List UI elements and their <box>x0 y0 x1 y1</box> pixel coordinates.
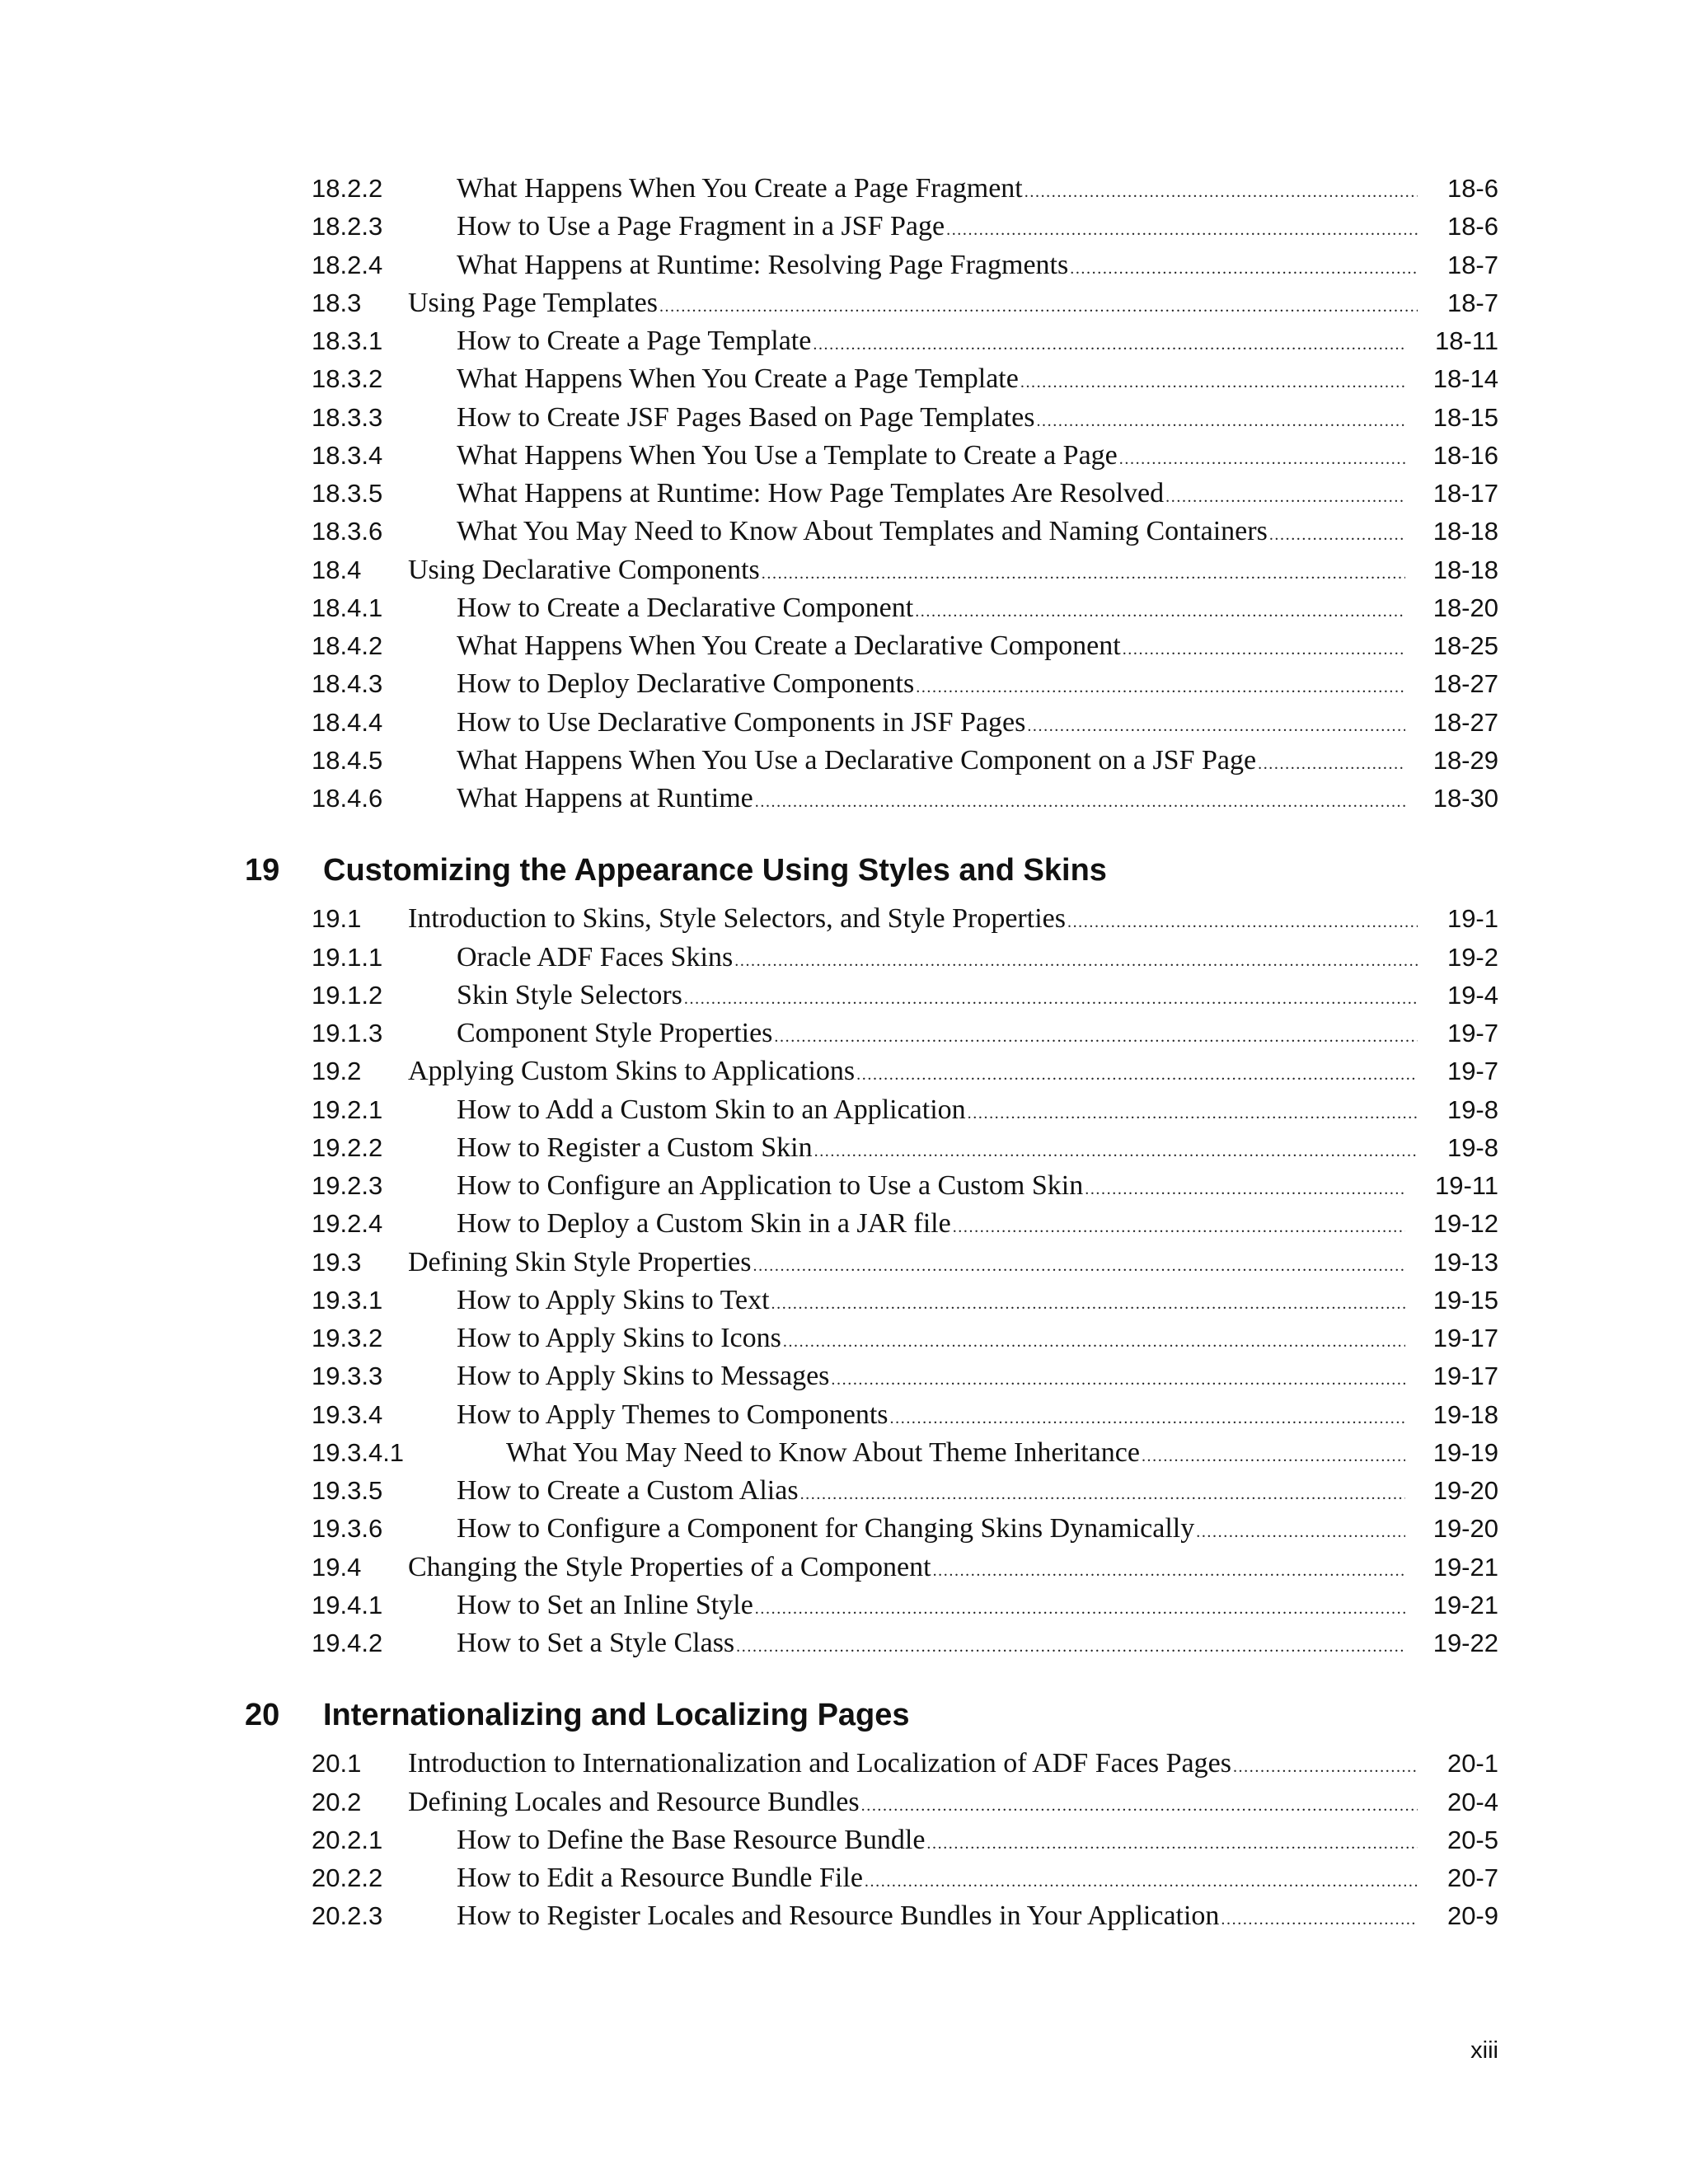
dot-leader <box>926 1825 1418 1859</box>
dot-leader <box>946 211 1418 246</box>
entry-page: 19-15 <box>1432 1286 1498 1315</box>
entry-number: 19.4.1 <box>312 1591 383 1619</box>
entry-title-leader <box>457 1319 1405 1357</box>
entry-number: 18.3.3 <box>312 403 383 432</box>
entry-title: How to Use Declarative Components in JSF Pages <box>457 707 1026 738</box>
chapter-title: Internationalizing and Localizing Pages <box>323 1698 910 1732</box>
toc-entry <box>0 1549 1688 1586</box>
entry-title: What You May Need to Know About Theme Inheritance <box>506 1437 1140 1468</box>
toc-entry <box>0 284 1688 322</box>
entry-title-leader <box>457 360 1405 398</box>
toc-entry <box>0 780 1688 818</box>
entry-title-leader <box>457 977 1418 1015</box>
entry-number: 19.3.3 <box>312 1361 383 1390</box>
toc-entry <box>0 322 1688 360</box>
toc-entry <box>0 399 1688 437</box>
entry-number: 18.2.3 <box>312 212 383 241</box>
entry-title: How to Define the Base Resource Bundle <box>457 1825 926 1855</box>
entry-number: 19.2 <box>312 1057 362 1085</box>
dot-leader <box>865 1863 1418 1897</box>
dot-leader <box>861 1787 1418 1821</box>
entry-number: 19.2.1 <box>312 1095 383 1124</box>
entry-title: How to Create a Declarative Component <box>457 593 914 623</box>
entry-page: 18-27 <box>1432 708 1498 737</box>
entry-title: How to Apply Skins to Text <box>457 1285 770 1315</box>
entry-page: 19-2 <box>1447 943 1498 972</box>
entry-title-leader <box>457 437 1405 475</box>
entry-number: 19.4.2 <box>312 1629 383 1657</box>
entry-number: 20.2.1 <box>312 1825 383 1854</box>
entry-title: Applying Custom Skins to Applications <box>408 1056 856 1086</box>
entry-title: Oracle ADF Faces Skins <box>457 942 734 972</box>
entry-number: 18.4.3 <box>312 669 383 698</box>
dot-leader <box>1123 630 1405 665</box>
entry-page: 18-18 <box>1432 555 1498 584</box>
entry-number: 19.2.2 <box>312 1133 383 1162</box>
entry-page: 18-7 <box>1447 251 1498 279</box>
entry-number: 18.3.4 <box>312 441 383 470</box>
entry-title-leader <box>457 742 1405 780</box>
entry-number: 18.4 <box>312 555 362 584</box>
dot-leader <box>1085 1170 1405 1205</box>
entry-number: 18.4.4 <box>312 708 383 737</box>
entry-title: How to Add a Custom Skin to an Application <box>457 1094 966 1125</box>
entry-number: 19.3.6 <box>312 1514 383 1543</box>
entry-title-leader <box>457 1859 1418 1897</box>
entry-title-leader <box>408 551 1405 589</box>
entry-title: How to Edit a Resource Bundle File <box>457 1863 863 1893</box>
entry-page: 18-6 <box>1447 212 1498 241</box>
entry-title-leader <box>457 1282 1405 1319</box>
dot-leader <box>933 1552 1405 1586</box>
dot-leader <box>813 326 1405 360</box>
entry-title-leader <box>457 665 1405 703</box>
entry-number: 18.4.5 <box>312 746 383 775</box>
dot-leader <box>762 555 1405 589</box>
entry-title-leader <box>457 1396 1405 1434</box>
entry-title: Defining Locales and Resource Bundles <box>408 1787 860 1817</box>
entry-title: How to Deploy a Custom Skin in a JAR file <box>457 1208 951 1239</box>
entry-number: 19.3 <box>312 1248 362 1277</box>
entry-title: Using Declarative Components <box>408 555 760 585</box>
entry-title-leader <box>457 246 1418 284</box>
entry-title: Using Page Templates <box>408 288 658 318</box>
entry-title-leader <box>457 475 1405 513</box>
dot-leader <box>755 783 1405 818</box>
entry-page: 19-7 <box>1447 1019 1498 1047</box>
entry-title-leader <box>457 399 1405 437</box>
entry-title-leader <box>408 1052 1418 1090</box>
entry-title: What Happens at Runtime <box>457 783 753 813</box>
chapter-title: Customizing the Appearance Using Styles and Skins <box>323 853 1107 888</box>
entry-title-leader <box>457 939 1418 977</box>
entry-page: 20-4 <box>1447 1788 1498 1816</box>
entry-number: 18.3.5 <box>312 479 383 508</box>
entry-number: 20.2 <box>312 1788 362 1816</box>
entry-page: 19-8 <box>1447 1095 1498 1124</box>
entry-title: Skin Style Selectors <box>457 980 682 1010</box>
entry-title-leader <box>457 627 1405 665</box>
entry-number: 19.3.2 <box>312 1324 383 1352</box>
dot-leader <box>1067 903 1418 938</box>
toc-entry <box>0 1472 1688 1510</box>
entry-number: 20.2.3 <box>312 1901 383 1930</box>
dot-leader <box>774 1018 1418 1052</box>
entry-number: 19.1 <box>312 904 362 933</box>
entry-title: What Happens at Runtime: Resolving Page Fragments <box>457 250 1069 280</box>
dot-leader <box>1221 1900 1418 1935</box>
dot-leader <box>831 1361 1405 1395</box>
toc-entry <box>0 1396 1688 1434</box>
dot-leader <box>1269 516 1405 551</box>
toc-entry <box>0 1319 1688 1357</box>
dot-leader <box>953 1208 1405 1243</box>
toc-entry <box>0 360 1688 398</box>
toc-entry <box>0 1586 1688 1624</box>
entry-title-leader <box>457 1472 1405 1510</box>
toc-entry <box>0 1015 1688 1052</box>
entry-number: 19.2.3 <box>312 1171 383 1200</box>
entry-page: 19-1 <box>1447 904 1498 933</box>
toc-entry <box>0 1357 1688 1395</box>
entry-page: 18-14 <box>1432 364 1498 393</box>
entry-title: How to Configure an Application to Use a Custom Skin <box>457 1170 1084 1201</box>
dot-leader <box>1165 478 1405 513</box>
dot-leader <box>915 593 1405 627</box>
dot-leader <box>916 668 1405 703</box>
toc-entry <box>0 627 1688 665</box>
toc-entry <box>0 1624 1688 1662</box>
entry-title: How to Register Locales and Resource Bundles in Your Application <box>457 1900 1220 1931</box>
entry-title: What Happens When You Use a Declarative Component on a JSF Page <box>457 745 1257 776</box>
entry-title-leader <box>457 1897 1418 1935</box>
toc-entry <box>0 170 1688 208</box>
dot-leader <box>783 1323 1405 1357</box>
toc-entry <box>0 475 1688 513</box>
dot-leader <box>1142 1437 1405 1472</box>
entry-page: 19-13 <box>1432 1248 1498 1277</box>
entry-page: 20-1 <box>1447 1749 1498 1778</box>
toc-entry <box>0 1052 1688 1090</box>
entry-number: 18.3.1 <box>312 326 383 355</box>
entry-number: 19.2.4 <box>312 1209 383 1238</box>
entry-page: 18-29 <box>1432 746 1498 775</box>
toc-entry <box>0 1205 1688 1243</box>
entry-page: 18-18 <box>1432 517 1498 546</box>
toc-entry <box>0 437 1688 475</box>
toc-entry <box>0 1167 1688 1205</box>
dot-leader <box>1020 363 1405 398</box>
entry-page: 18-17 <box>1432 479 1498 508</box>
dot-leader <box>800 1475 1405 1510</box>
chapter-heading <box>0 1692 1688 1738</box>
dot-leader <box>755 1590 1405 1624</box>
entry-page: 19-21 <box>1432 1553 1498 1582</box>
entry-title-leader <box>457 1821 1418 1859</box>
dot-leader <box>1233 1748 1418 1783</box>
entry-title-leader <box>457 322 1405 360</box>
toc-entry <box>0 246 1688 284</box>
entry-title: How to Deploy Declarative Components <box>457 668 915 699</box>
toc-entry <box>0 513 1688 551</box>
entry-page: 19-17 <box>1432 1361 1498 1390</box>
entry-page: 20-7 <box>1447 1863 1498 1892</box>
entry-title-leader <box>457 1510 1405 1548</box>
toc-entry <box>0 1859 1688 1897</box>
toc-entry <box>0 665 1688 703</box>
entry-number: 19.3.1 <box>312 1286 383 1315</box>
entry-title-leader <box>408 284 1418 322</box>
dot-leader <box>814 1132 1418 1167</box>
entry-page: 18-30 <box>1432 784 1498 813</box>
entry-title-leader <box>457 1167 1405 1205</box>
entry-number: 18.3.6 <box>312 517 383 546</box>
entry-title-leader <box>408 1549 1405 1586</box>
dot-leader <box>1025 173 1418 208</box>
toc-entry <box>0 742 1688 780</box>
entry-title: Changing the Style Properties of a Component <box>408 1552 931 1582</box>
entry-title-leader <box>408 1783 1418 1821</box>
entry-page: 19-19 <box>1432 1438 1498 1467</box>
dot-leader <box>1258 745 1405 780</box>
dot-leader <box>753 1247 1405 1282</box>
entry-number: 19.4 <box>312 1553 362 1582</box>
entry-page: 19-22 <box>1432 1629 1498 1657</box>
toc-entry <box>0 1434 1688 1472</box>
entry-title-leader <box>457 780 1405 818</box>
entry-title: What Happens When You Create a Page Fragment <box>457 173 1023 204</box>
dot-leader <box>1027 707 1405 742</box>
toc-entry <box>0 900 1688 938</box>
entry-title: How to Apply Skins to Messages <box>457 1361 830 1391</box>
entry-page: 19-12 <box>1432 1209 1498 1238</box>
dot-leader <box>1196 1513 1405 1548</box>
dot-leader <box>1036 402 1405 437</box>
dot-leader <box>734 942 1418 977</box>
entry-number: 18.4.1 <box>312 593 383 622</box>
entry-title-leader <box>457 1205 1405 1243</box>
entry-page: 18-20 <box>1432 593 1498 622</box>
entry-title-leader <box>457 1129 1418 1167</box>
entry-title: What Happens When You Use a Template to Create a Page <box>457 440 1118 471</box>
entry-title: How to Register a Custom Skin <box>457 1132 813 1163</box>
toc-entry <box>0 551 1688 589</box>
entry-page: 19-8 <box>1447 1133 1498 1162</box>
entry-title: Component Style Properties <box>457 1018 773 1048</box>
entry-title: Introduction to Skins, Style Selectors, and Style Properties <box>408 903 1066 934</box>
entry-title-leader <box>408 1745 1418 1783</box>
dot-leader <box>968 1094 1418 1129</box>
entry-title: Defining Skin Style Properties <box>408 1247 752 1277</box>
entry-number: 19.3.5 <box>312 1476 383 1505</box>
toc-entry <box>0 939 1688 977</box>
entry-number: 18.4.6 <box>312 784 383 813</box>
entry-title-leader <box>457 513 1405 551</box>
entry-title: How to Create a Custom Alias <box>457 1475 799 1506</box>
toc-entry <box>0 704 1688 742</box>
entry-page: 18-15 <box>1432 403 1498 432</box>
entry-number: 19.3.4 <box>312 1400 383 1429</box>
entry-title-leader <box>457 1624 1405 1662</box>
entry-page: 19-7 <box>1447 1057 1498 1085</box>
chapter-number: 20 <box>245 1698 280 1732</box>
entry-title-leader <box>457 1586 1405 1624</box>
entry-number: 19.1.1 <box>312 943 383 972</box>
dot-leader <box>1119 440 1405 475</box>
toc-entry <box>0 1510 1688 1548</box>
entry-title: How to Configure a Component for Changing Skins Dynamically <box>457 1513 1195 1544</box>
dot-leader <box>856 1056 1418 1090</box>
toc-entry <box>0 1282 1688 1319</box>
entry-number: 19.1.3 <box>312 1019 383 1047</box>
entry-title: How to Set a Style Class <box>457 1628 735 1658</box>
toc-entry <box>0 1091 1688 1129</box>
entry-page: 20-9 <box>1447 1901 1498 1930</box>
dot-leader <box>684 980 1418 1015</box>
toc-entry <box>0 1129 1688 1167</box>
dot-leader <box>736 1628 1405 1662</box>
entry-page: 19-20 <box>1432 1514 1498 1543</box>
entry-page: 18-27 <box>1432 669 1498 698</box>
dot-leader <box>890 1399 1405 1434</box>
toc-entry <box>0 1745 1688 1783</box>
dot-leader <box>659 288 1418 322</box>
entry-number: 18.3 <box>312 288 362 317</box>
entry-title: How to Apply Skins to Icons <box>457 1323 781 1353</box>
entry-page: 20-5 <box>1447 1825 1498 1854</box>
entry-title-leader <box>457 1015 1418 1052</box>
entry-number: 18.2.4 <box>312 251 383 279</box>
entry-page: 19-4 <box>1447 981 1498 1010</box>
entry-title-leader <box>457 1357 1405 1395</box>
entry-title: How to Set an Inline Style <box>457 1590 753 1620</box>
toc-entry <box>0 1783 1688 1821</box>
entry-title: How to Create a Page Template <box>457 326 812 356</box>
entry-title: What Happens at Runtime: How Page Templates Are Resolved <box>457 478 1165 509</box>
chapter-number: 19 <box>245 853 280 888</box>
entry-page: 18-7 <box>1447 288 1498 317</box>
entry-page: 19-18 <box>1432 1400 1498 1429</box>
toc-entry <box>0 1244 1688 1282</box>
entry-title-leader <box>408 1244 1405 1282</box>
dot-leader <box>1070 250 1418 284</box>
entry-number: 20.1 <box>312 1749 362 1778</box>
entry-page: 19-21 <box>1432 1591 1498 1619</box>
entry-page: 19-11 <box>1435 1171 1498 1200</box>
entry-title: What You May Need to Know About Templates and Naming Containers <box>457 516 1268 546</box>
page-number: xiii <box>1470 2037 1498 2064</box>
toc-entry <box>0 977 1688 1015</box>
entry-title-leader <box>506 1434 1405 1472</box>
entry-number: 18.4.2 <box>312 631 383 660</box>
entry-title-leader <box>457 1091 1418 1129</box>
entry-number: 19.1.2 <box>312 981 383 1010</box>
entry-page: 18-6 <box>1447 174 1498 203</box>
entry-page: 18-11 <box>1435 326 1498 355</box>
entry-title: Introduction to Internationalization and Localization of ADF Faces Pages <box>408 1748 1231 1779</box>
dot-leader <box>771 1285 1405 1319</box>
entry-title-leader <box>457 589 1405 627</box>
toc-entry <box>0 589 1688 627</box>
entry-title-leader <box>457 170 1418 208</box>
entry-number: 18.2.2 <box>312 174 383 203</box>
entry-title: How to Create JSF Pages Based on Page Templates <box>457 402 1035 433</box>
entry-page: 18-25 <box>1432 631 1498 660</box>
toc-entry <box>0 1821 1688 1859</box>
entry-title-leader <box>408 900 1418 938</box>
entry-title: What Happens When You Create a Declarative Component <box>457 630 1121 661</box>
entry-title: How to Apply Themes to Components <box>457 1399 889 1430</box>
entry-number: 20.2.2 <box>312 1863 383 1892</box>
entry-number: 19.3.4.1 <box>312 1438 405 1467</box>
chapter-heading <box>0 847 1688 893</box>
toc-entry <box>0 1897 1688 1935</box>
entry-title-leader <box>457 704 1405 742</box>
entry-number: 18.3.2 <box>312 364 383 393</box>
entry-title: What Happens When You Create a Page Template <box>457 363 1019 394</box>
entry-page: 19-20 <box>1432 1476 1498 1505</box>
entry-page: 18-16 <box>1432 441 1498 470</box>
entry-title-leader <box>457 208 1418 246</box>
entry-title: How to Use a Page Fragment in a JSF Page <box>457 211 945 241</box>
entry-page: 19-17 <box>1432 1324 1498 1352</box>
toc-entry <box>0 208 1688 246</box>
